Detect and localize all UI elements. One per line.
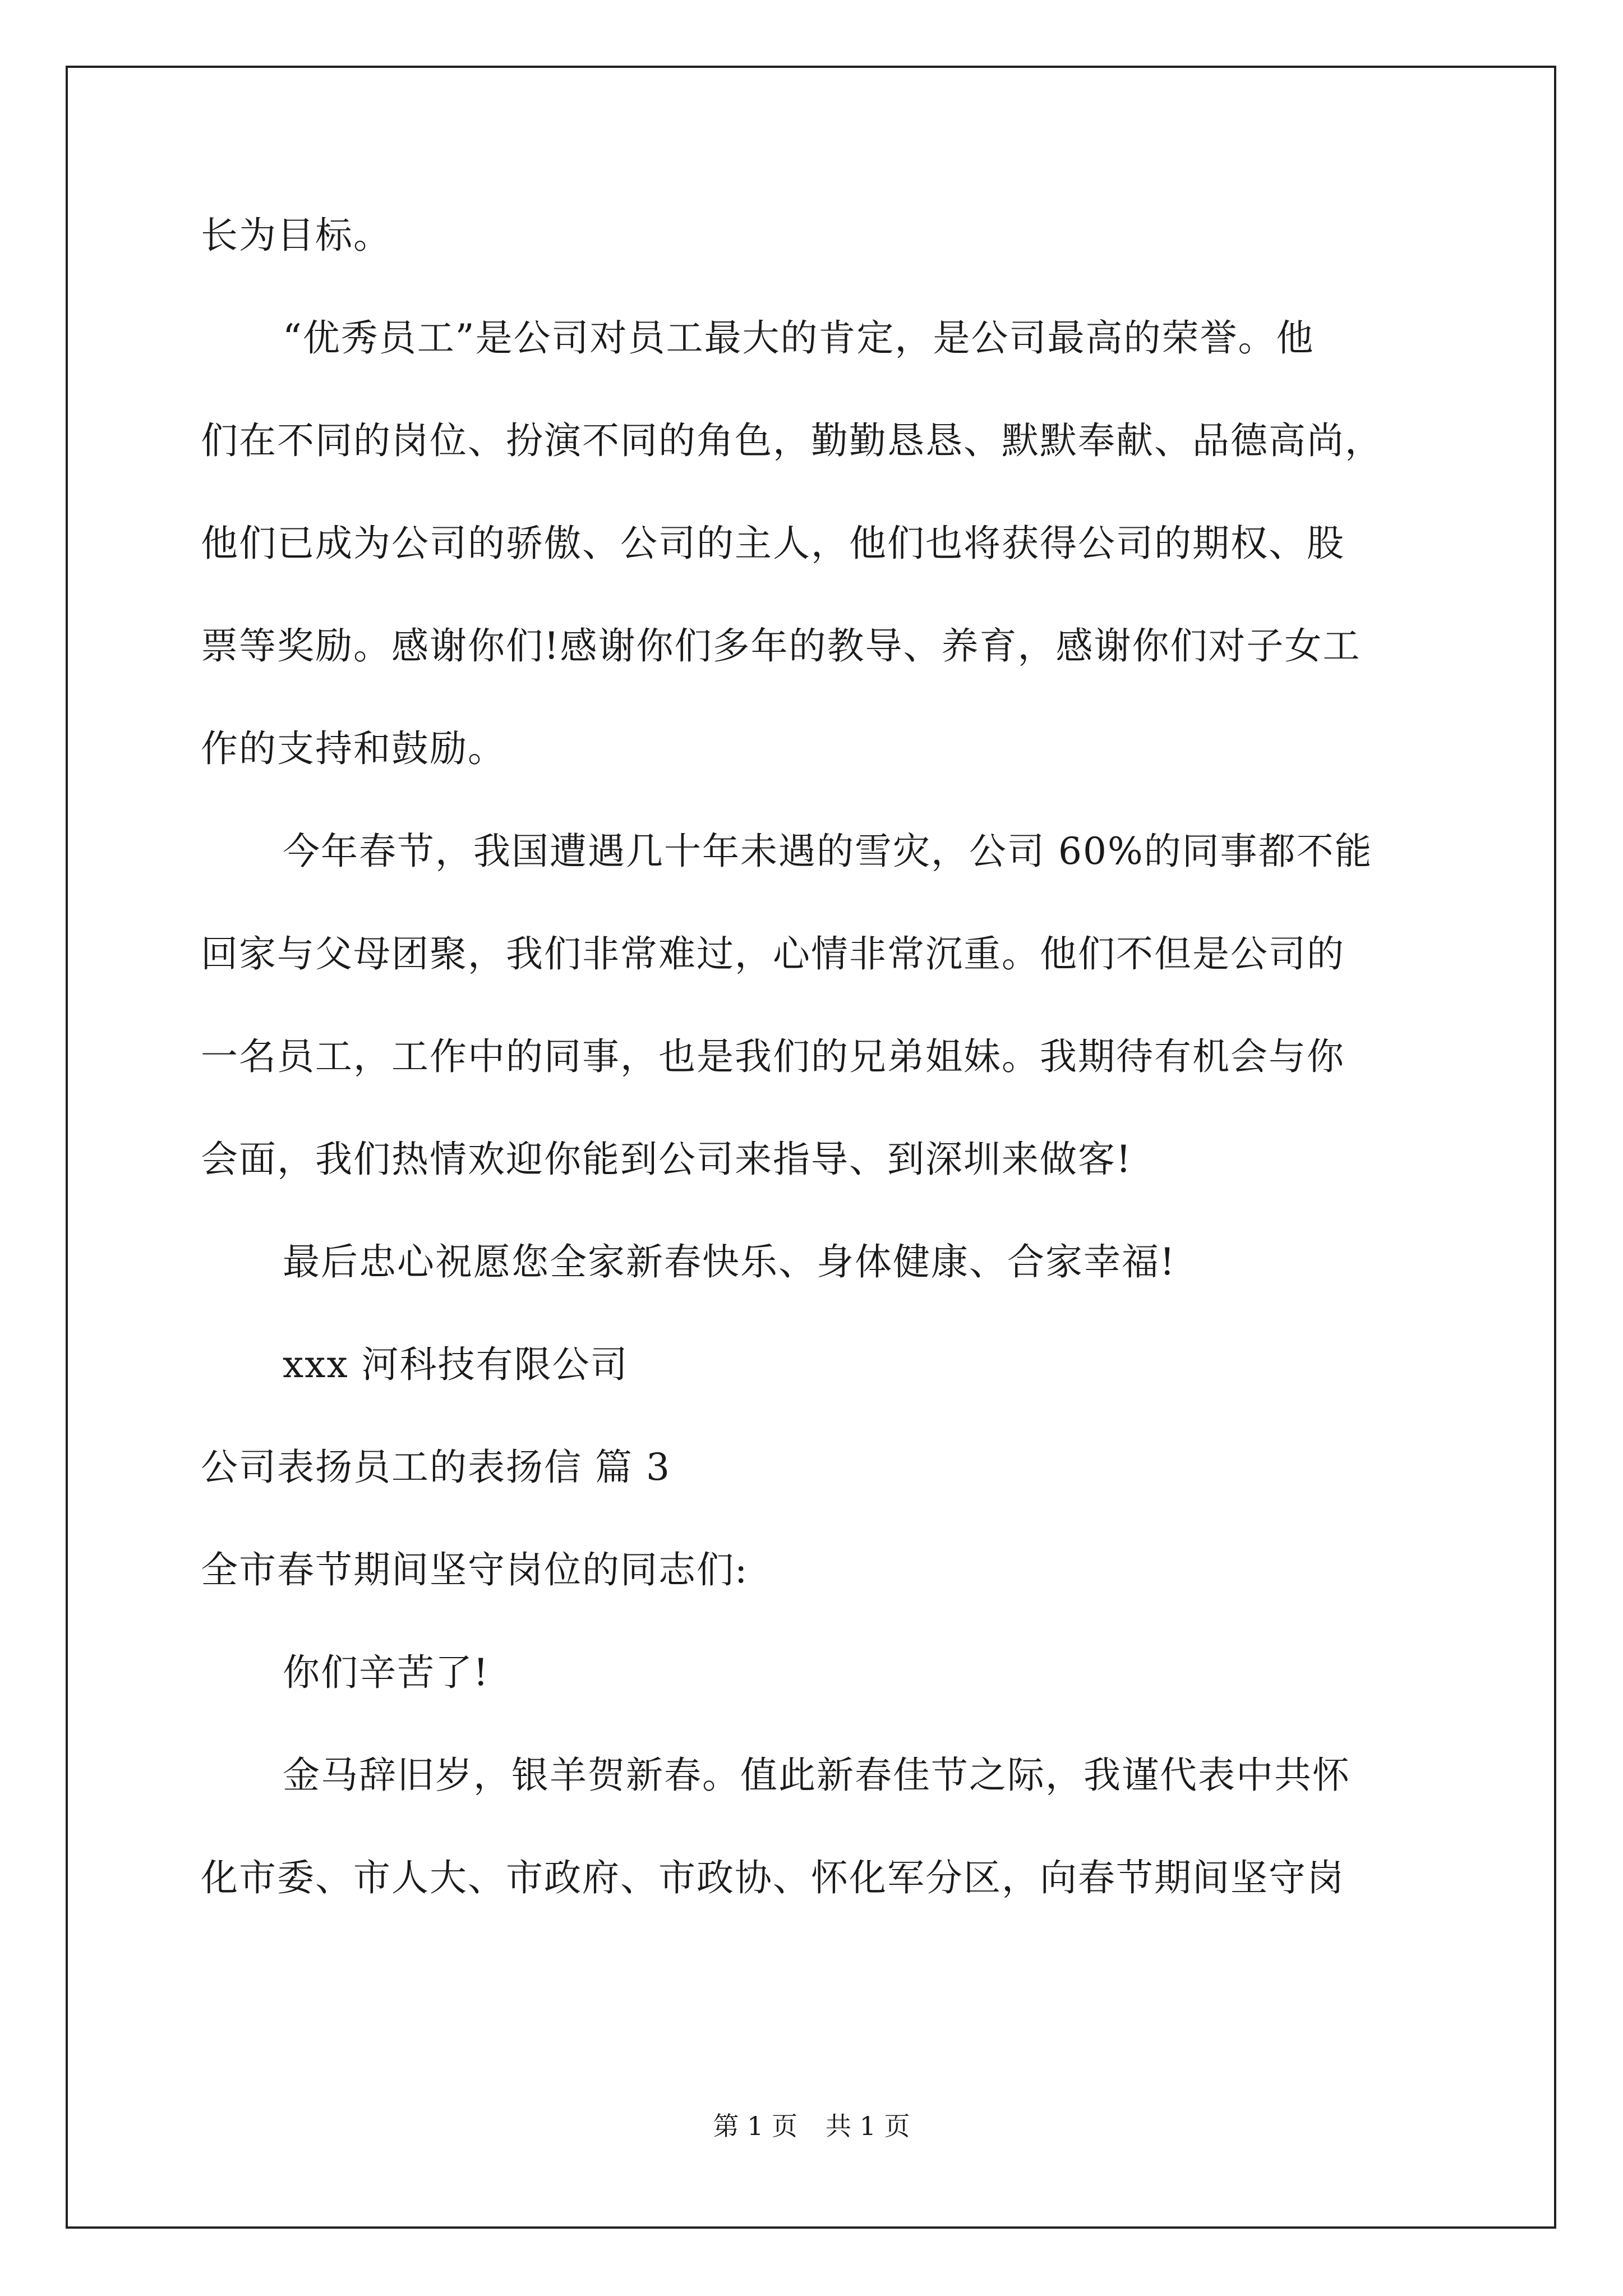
text-line: 最后忠心祝愿您全家新春快乐、身体健康、合家幸福! (283, 1240, 1176, 1283)
page-number-current: 第 1 页 (713, 2111, 797, 2141)
section-heading: 公司表扬员工的表扬信 篇 3 (201, 1446, 671, 1489)
salutation: 全市春节期间坚守岗位的同志们: (201, 1548, 749, 1591)
text-line: 你们辛苦了! (283, 1651, 490, 1694)
text-line: 票等奖励。感谢你们!感谢你们多年的教导、养育，感谢你们对子女工 (201, 624, 1361, 668)
text-line: 回家与父母团聚，我们非常难过，心情非常沉重。他们不但是公司的 (201, 932, 1345, 976)
text-line: 金马辞旧岁，银羊贺新春。值此新春佳节之际，我谨代表中共怀 (283, 1754, 1350, 1797)
text-line: 作的支持和鼓励。 (201, 727, 506, 770)
text-line: xxx 河科技有限公司 (283, 1343, 629, 1386)
text-line: 会面，我们热情欢迎你能到公司来指导、到深圳来做客! (201, 1138, 1132, 1181)
text-line: 们在不同的岗位、扮演不同的角色，勤勤恳恳、默默奉献、品德高尚， (201, 419, 1383, 462)
page-footer (0, 2109, 1623, 2143)
text-line: “优秀员工”是公司对员工最大的肯定，是公司最高的荣誉。他 (283, 316, 1315, 360)
text-line: 化市委、市人大、市政府、市政协、怀化军分区，向春节期间坚守岗 (201, 1856, 1345, 1899)
text-line: 他们已成为公司的骄傲、公司的主人，他们也将获得公司的期权、股 (201, 522, 1345, 565)
page-number-total: 共 1 页 (826, 2111, 910, 2141)
text-line: 今年春节，我国遭遇几十年未遇的雪灾，公司 60%的同事都不能 (283, 830, 1373, 873)
text-line: 一名员工，工作中的同事，也是我们的兄弟姐妹。我期待有机会与你 (201, 1035, 1345, 1078)
text-line: 长为目标。 (201, 214, 391, 257)
